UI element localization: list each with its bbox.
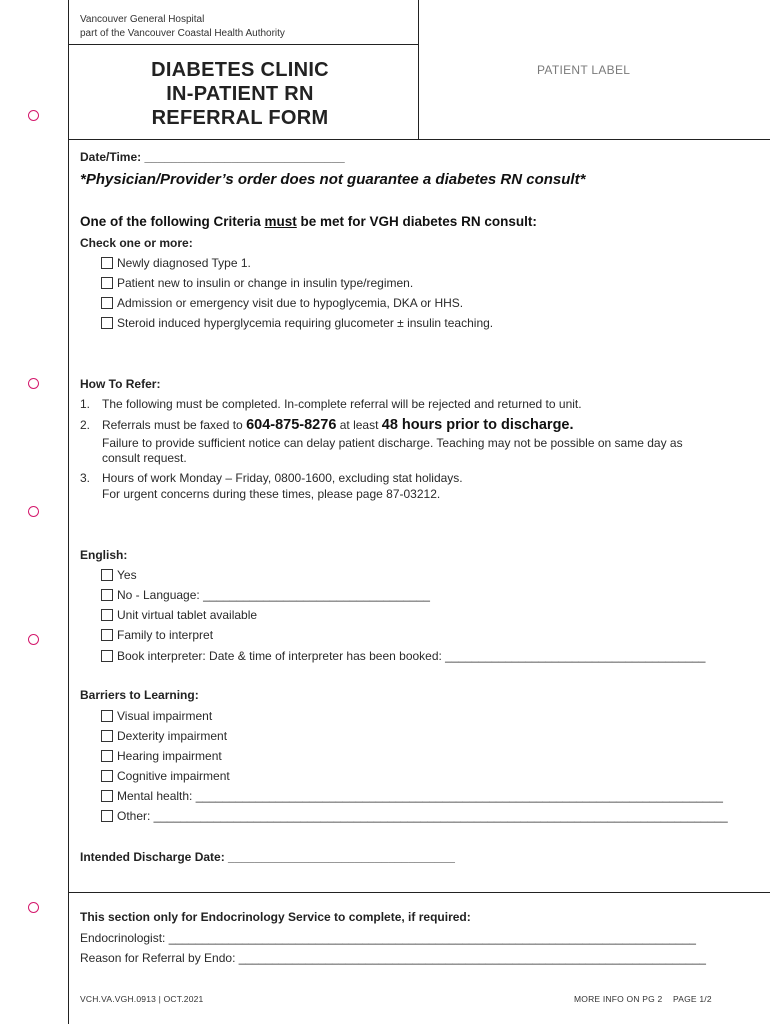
refer-step-2-line-2: Failure to provide sufficient notice can delay patient discharge. Teaching may not be possible on same day as xyxy=(102,436,683,450)
checkbox[interactable] xyxy=(101,750,113,762)
criteria-item-label: Admission or emergency visit due to hypoglycemia, DKA or HHS. xyxy=(117,296,464,310)
english-option[interactable] xyxy=(101,649,705,663)
header-divider xyxy=(418,0,419,140)
header-left-border xyxy=(68,0,69,140)
step-number: 1. xyxy=(80,397,91,411)
step-text: The following must be completed. In-complete referral will be rejected and returned to unit. xyxy=(102,397,582,411)
checkbox[interactable] xyxy=(101,609,113,621)
checkbox[interactable] xyxy=(101,277,113,289)
binder-hole xyxy=(28,506,39,517)
checkbox[interactable] xyxy=(101,810,113,822)
check-one-label: Check one or more: xyxy=(80,236,193,250)
binder-hole xyxy=(28,902,39,913)
criteria-item-label: Newly diagnosed Type 1. xyxy=(117,256,251,270)
patient-label-area[interactable]: PATIENT LABEL xyxy=(537,63,631,77)
barriers-heading: Barriers to Learning: xyxy=(80,688,199,702)
criteria-item[interactable] xyxy=(101,276,413,290)
checkbox[interactable] xyxy=(101,770,113,782)
checkbox[interactable] xyxy=(101,257,113,269)
refer-step-1 xyxy=(80,397,582,411)
criteria-heading-part1: One of the following Criteria xyxy=(80,214,265,229)
criteria-item[interactable] xyxy=(101,256,251,270)
endo-section-divider xyxy=(68,892,770,893)
barrier-option-label: Cognitive impairment xyxy=(117,769,230,783)
barrier-option[interactable] xyxy=(101,809,728,823)
checkbox[interactable] xyxy=(101,569,113,581)
criteria-item-label: Patient new to insulin or change in insulin type/regimen. xyxy=(117,276,414,290)
step-number: 2. xyxy=(80,418,91,432)
form-title xyxy=(100,58,380,130)
binder-hole xyxy=(28,634,39,645)
checkbox[interactable] xyxy=(101,710,113,722)
step-text: Hours of work Monday – Friday, 0800-1600, excluding stat holidays. xyxy=(102,471,463,485)
form-title-line-3: REFERRAL FORM xyxy=(151,107,329,129)
checkbox[interactable] xyxy=(101,650,113,662)
health-authority: part of the Vancouver Coastal Health Authority xyxy=(80,28,285,39)
checkbox[interactable] xyxy=(101,297,113,309)
english-option[interactable] xyxy=(101,568,137,582)
step-number: 3. xyxy=(80,471,91,485)
refer-step-3-line-2: For urgent concerns during these times, please page 87-03212. xyxy=(102,487,441,501)
form-title-line-1: DIABETES CLINIC xyxy=(151,59,329,81)
english-option-label: No - Language: __________________________________ xyxy=(117,588,430,602)
english-option-label: Unit virtual tablet available xyxy=(117,608,258,622)
english-option[interactable] xyxy=(101,628,213,642)
criteria-item-label: Steroid induced hyperglycemia requiring glucometer ± insulin teaching. xyxy=(117,316,494,330)
barrier-option-label: Dexterity impairment xyxy=(117,729,228,743)
english-heading: English: xyxy=(80,548,128,562)
notice: *Physician/Provider’s order does not guarantee a diabetes RN consult* xyxy=(80,171,586,188)
date-time-field[interactable]: Date/Time: ______________________________ xyxy=(80,150,345,164)
binder-hole xyxy=(28,110,39,121)
criteria-item[interactable] xyxy=(101,316,493,330)
checkbox[interactable] xyxy=(101,730,113,742)
english-option[interactable] xyxy=(101,588,430,602)
barrier-option-label: Other: ______________________________________________________________________________________ xyxy=(117,809,728,823)
english-option[interactable] xyxy=(101,608,257,622)
form-code: VCH.VA.VGH.0913 | OCT.2021 xyxy=(80,994,204,1004)
binder-hole xyxy=(28,378,39,389)
step-text: Referrals must be faxed to xyxy=(102,418,247,432)
header-bottom-border xyxy=(68,139,770,140)
barrier-option-label: Visual impairment xyxy=(117,709,213,723)
refer-step-3 xyxy=(80,471,463,485)
barrier-option[interactable] xyxy=(101,729,227,743)
refer-step-2 xyxy=(80,417,574,433)
barrier-option[interactable] xyxy=(101,769,230,783)
english-option-label: Yes xyxy=(117,568,137,582)
criteria-heading-part2: be met for VGH diabetes RN consult: xyxy=(296,214,537,229)
barrier-option-label: Mental health: _______________________________________________________________________________ xyxy=(117,789,723,803)
form-title-line-2: IN-PATIENT RN xyxy=(166,83,314,105)
criteria-heading-emph: must xyxy=(264,214,297,229)
page-number: PAGE 1/2 xyxy=(673,994,712,1004)
intended-discharge-date-field[interactable]: Intended Discharge Date: __________________________________ xyxy=(80,850,455,864)
barrier-option[interactable] xyxy=(101,749,222,763)
notice-period: 48 hours prior to discharge. xyxy=(381,417,574,433)
left-margin-line xyxy=(68,0,69,1024)
barrier-option[interactable] xyxy=(101,789,723,803)
refer-step-2-line-3: consult request. xyxy=(102,451,187,465)
checkbox[interactable] xyxy=(101,317,113,329)
english-option-label: Book interpreter: Date & time of interpreter has been booked: _______________________________________ xyxy=(117,649,706,663)
checkbox[interactable] xyxy=(101,790,113,802)
barrier-option[interactable] xyxy=(101,709,212,723)
criteria-item[interactable] xyxy=(101,296,463,310)
hospital-name: Vancouver General Hospital xyxy=(80,14,205,25)
criteria-heading xyxy=(80,214,537,229)
more-info-note: MORE INFO ON PG 2 xyxy=(574,994,663,1004)
step-text: at least xyxy=(336,418,382,432)
checkbox[interactable] xyxy=(101,589,113,601)
how-to-refer-heading: How To Refer: xyxy=(80,377,161,391)
endo-reason-field[interactable]: Reason for Referral by Endo: ______________________________________________________________________ xyxy=(80,951,706,965)
hospital-box-bottom xyxy=(68,44,418,45)
endocrinologist-field[interactable]: Endocrinologist: _______________________________________________________________________________ xyxy=(80,931,696,945)
english-option-label: Family to interpret xyxy=(117,628,214,642)
barrier-option-label: Hearing impairment xyxy=(117,749,222,763)
checkbox[interactable] xyxy=(101,629,113,641)
endo-section-heading: This section only for Endocrinology Service to complete, if required: xyxy=(80,910,471,924)
fax-number: 604-875-8276 xyxy=(246,417,337,433)
